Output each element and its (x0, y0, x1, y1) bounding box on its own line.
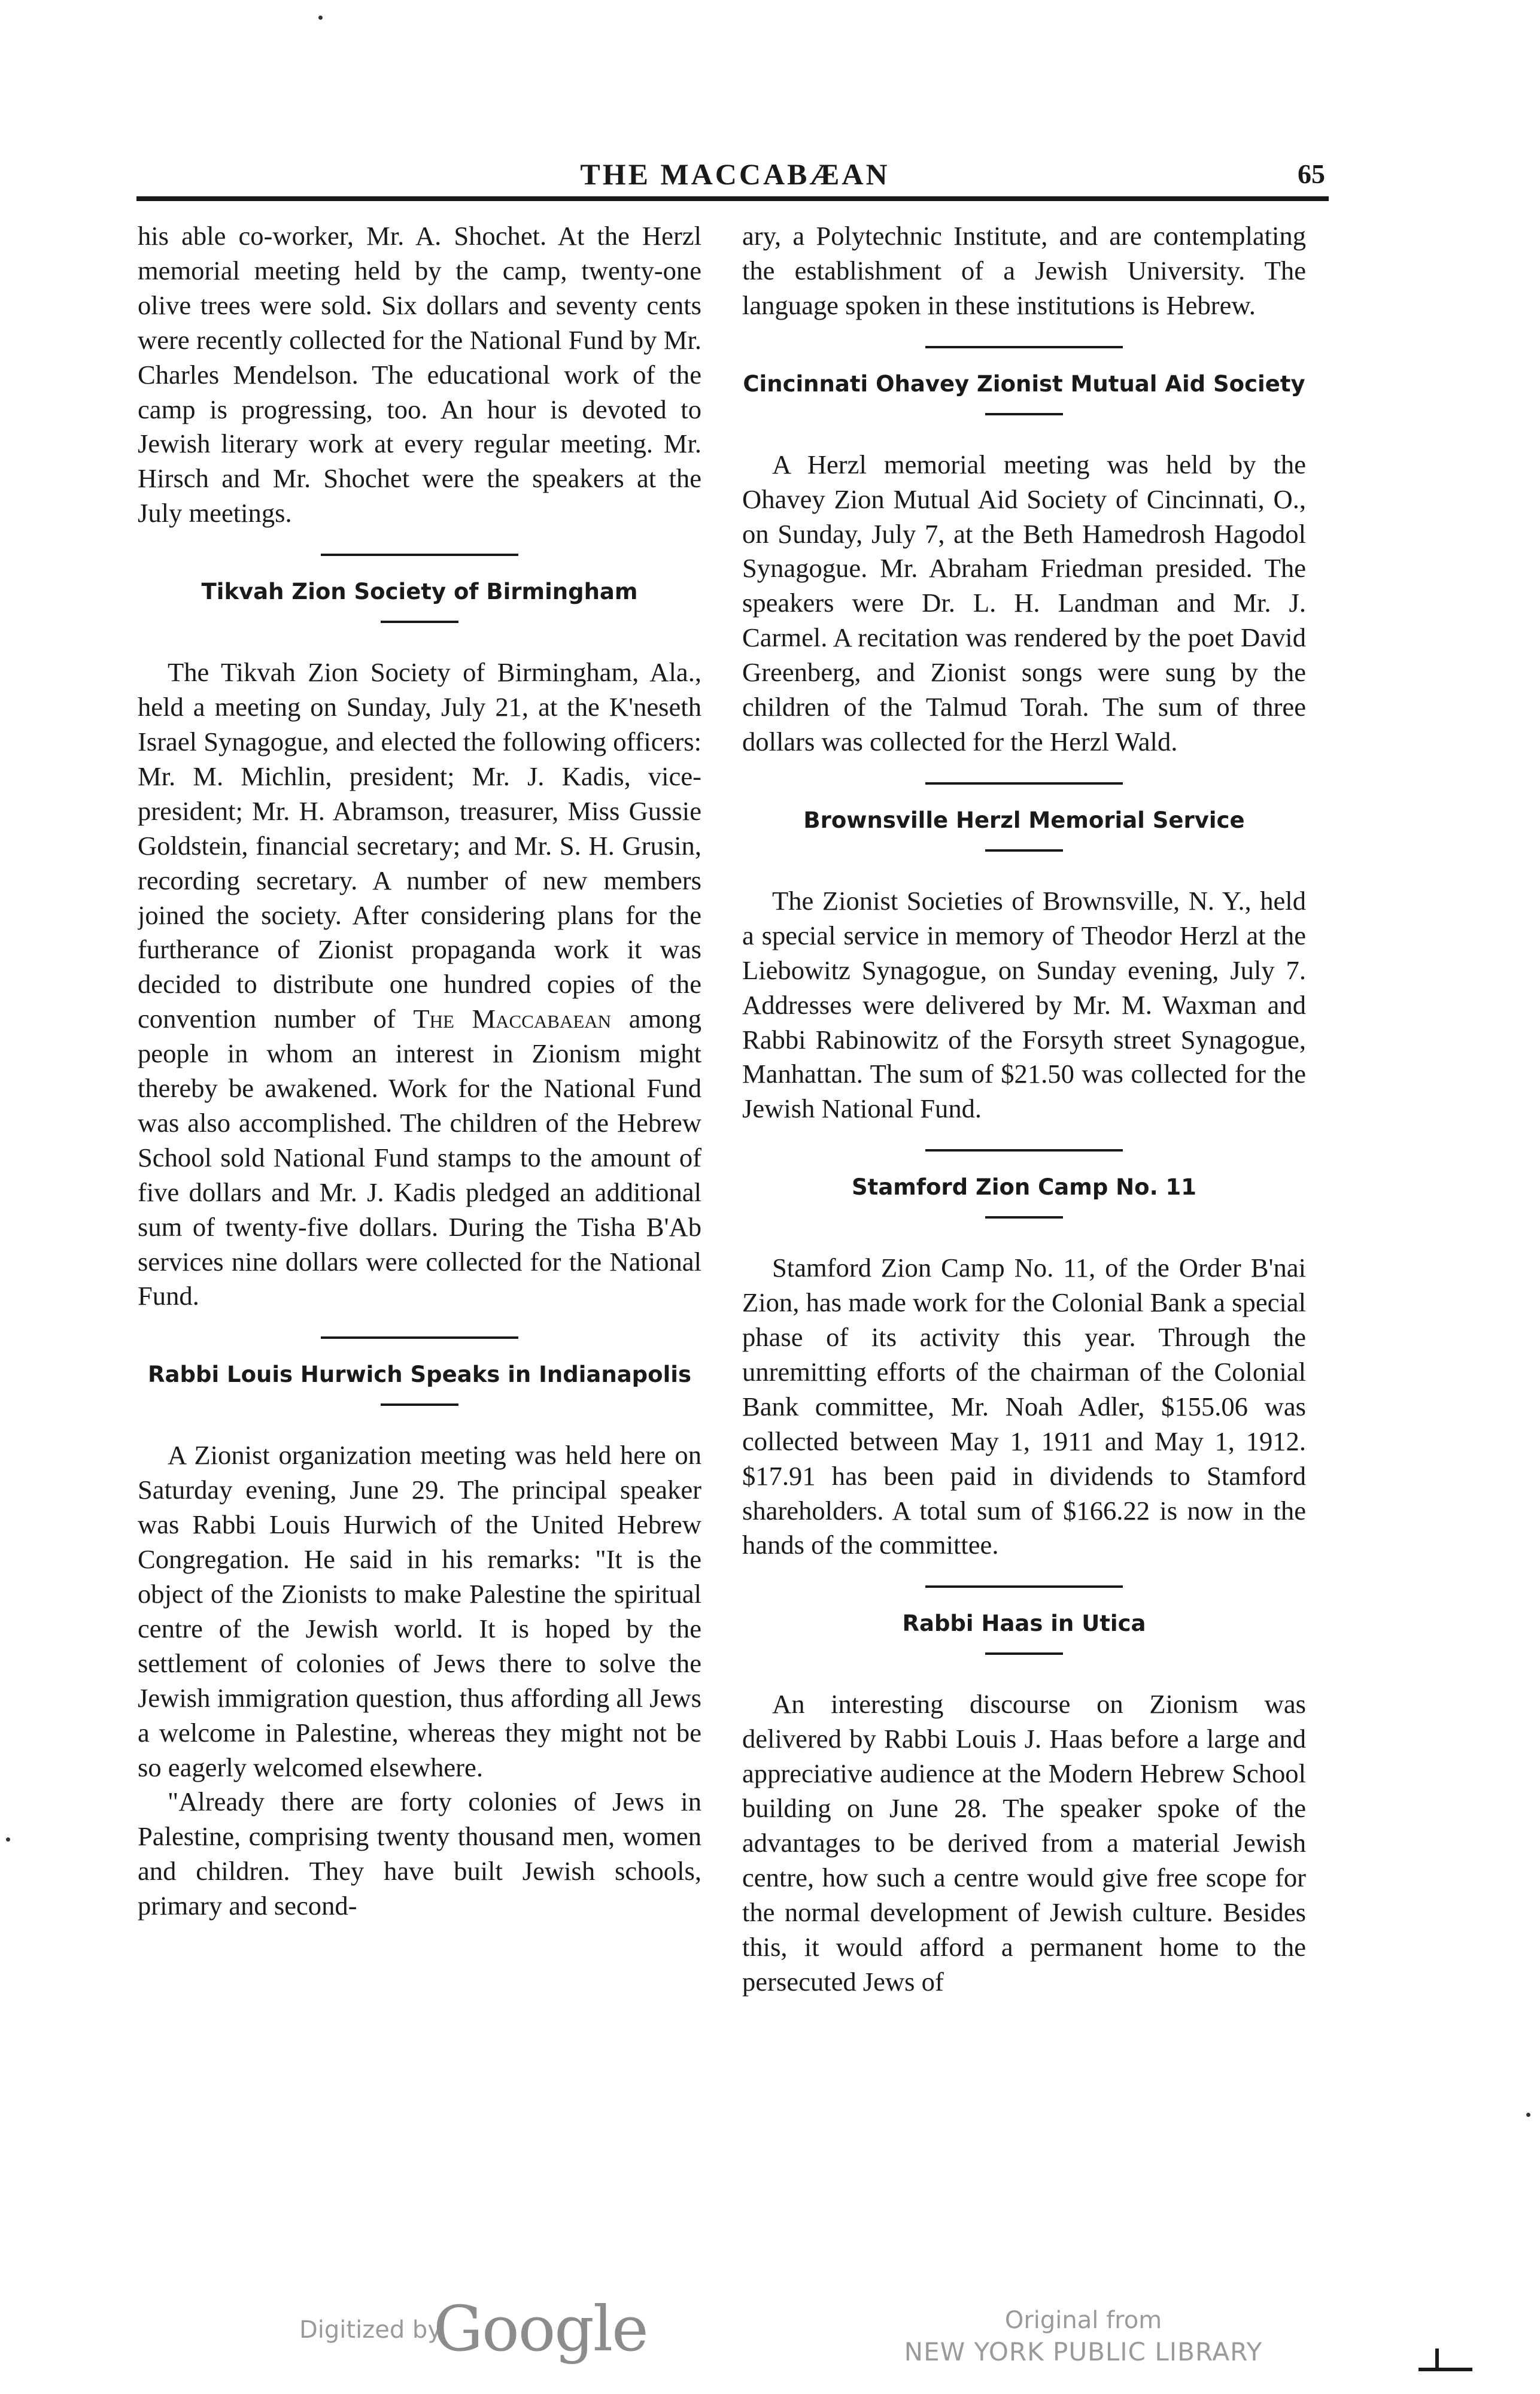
page-number: 65 (1298, 159, 1325, 189)
stamford-paragraph: Stamford Zion Camp No. 11, of the Order B'nai Zion, has made work for the Colonial Bank a special phase of its activity this year. Through the unremitting efforts of the chairman of the Colonial Bank committee, Mr. Noah Adler, $155.06 was collected between May 1, 1911 and May 1, 1912. $17.91 has been paid in dividends to Stamford shareholders. A total sum of $166.22 is now in the hands of the committee. (742, 1253, 1306, 1560)
left-column (138, 219, 701, 2206)
heading-underline (985, 413, 1063, 415)
scan-corner-mark (1418, 2368, 1472, 2371)
scan-speck (318, 16, 323, 20)
haas-paragraph: An interesting discourse on Zionism was delivered by Rabbi Louis J. Haas before a large and appreciative audience at the Modern Hebrew School building on June 28. The speaker spoke of the advantages to be derived from a material Jewish centre, how such a centre would give free scope for the normal development of Jewish culture. Besides this, it would afford a permanent home to the persecuted Jews of (742, 1689, 1306, 1997)
scan-corner-mark-vertical (1435, 2349, 1439, 2370)
scan-speck (6, 1837, 10, 1842)
magazine-name: The Maccabaean (413, 1004, 612, 1034)
page-header (136, 157, 1334, 199)
running-head: THE MACCABÆAN (580, 157, 890, 191)
hurwich-paragraph-1: A Zionist organization meeting was held here on Saturday evening, June 29. The principal speaker was Rabbi Louis Hurwich of the United Hebrew Congregation. He said in his remarks: "It is the object of the Zionists to make Palestine the spiritual centre of the Jewish world. It is hoped by the settlement of colonies of Jews there to solve the Jewish immigration question, thus affording all Jews a welcome in Palestine, whereas they might not be so eagerly welcomed elsewhere. (138, 1440, 701, 1782)
section-divider (925, 1585, 1123, 1588)
section-divider (925, 782, 1123, 785)
library-name: NEW YORK PUBLIC LIBRARY (904, 2337, 1263, 2366)
heading-underline (985, 1216, 1063, 1219)
google-logo: Google (433, 2292, 648, 2365)
continuation-paragraph: ary, a Polytechnic Institute, and are contemplating the establishment of a Jewish University. The language spoken in these institutions is Hebrew. (742, 221, 1306, 320)
original-from-label: Original from (1004, 2307, 1162, 2334)
haas-heading: Rabbi Haas in Utica (902, 1611, 1146, 1637)
section-divider (321, 554, 518, 556)
section-divider (925, 346, 1123, 348)
hurwich-paragraph-2: "Already there are forty colonies of Jews in Palestine, comprising twenty thousand men, women and children. They have built Jewish schools, primary and second- (138, 1787, 701, 1921)
tikvah-paragraph (138, 655, 701, 1314)
hurwich-heading: Rabbi Louis Hurwich Speaks in Indianapolis (148, 1362, 691, 1388)
brownsville-heading: Brownsville Herzl Memorial Service (803, 807, 1245, 833)
digitized-by-watermark (299, 2292, 648, 2365)
section-divider (925, 1149, 1123, 1152)
brownsville-paragraph: The Zionist Societies of Brownsville, N. Y., held a special service in memory of Theodor Herzl at the Liebowitz Synagogue, on Sunday evening, July 7. Addresses were delivered by Mr. M. Waxman and Rabbi Rabinowitz of the Forsyth street Synagogue, Manhattan. The sum of $21.50 was collected for the Jewish National Fund. (742, 885, 1306, 1124)
tikvah-body-before: The Tikvah Zion Society of Birmingham, Ala., held a meeting on Sunday, July 21, at the K'neseth Israel Synagogue, and elected the following officers: Mr. M. Michlin, president; Mr. J. Kadis, vice-president; Mr. H. Abramson, treasurer, Miss Gussie Goldstein, financial secretary; and Mr. S. H. Grusin, recording secretary. A number of new members joined the society. After considering plans for the furtherance of Zionist propaganda work it was decided to distribute one hundred copies of the convention number of (138, 657, 701, 1034)
cincinnati-paragraph: A Herzl memorial meeting was held by the Ohavey Zion Mutual Aid Society of Cincinnati, O., on Sunday, July 7, at the Beth Hamedrosh Hagodol Synagogue. Mr. Abraham Friedman presided. The speakers were Dr. L. H. Landman and Mr. J. Carmel. A recitation was rendered by the poet David Greenberg, and Zionist songs were sung by the children of the Talmud Torah. The sum of three dollars was collected for the Herzl Wald. (742, 449, 1306, 757)
tikvah-heading: Tikvah Zion Society of Birmingham (201, 579, 638, 605)
tikvah-body-after: among people in whom an interest in Zionism might thereby be awakened. Work for the National Fund was also accomplished. The children of the Hebrew School sold National Fund stamps to the amount of five dollars and Mr. J. Kadis pledged an additional sum of twenty-five dollars. During the Tisha B'Ab services nine dollars were collected for the National Fund. (138, 1004, 701, 1311)
digitized-by-label: Digitized by (299, 2316, 442, 2344)
heading-underline (985, 849, 1063, 852)
stamford-heading: Stamford Zion Camp No. 11 (852, 1174, 1196, 1201)
intro-paragraph: his able co-worker, Mr. A. Shochet. At the Herzl memorial meeting held by the camp, twenty-one olive trees were sold. Six dollars and seventy cents were recently collected for the National Fund by Mr. Charles Mendelson. The educational work of the camp is progressing, too. An hour is devoted to Jewish literary work at every regular meeting. Mr. Hirsch and Mr. Shochet were the speakers at the July meetings. (138, 221, 701, 528)
heading-underline (381, 1403, 458, 1406)
right-column (742, 219, 1306, 2206)
cincinnati-heading: Cincinnati Ohavey Zionist Mutual Aid Society (743, 370, 1305, 397)
header-rule (136, 196, 1329, 201)
section-divider (321, 1336, 518, 1339)
scan-speck (1526, 2113, 1530, 2117)
heading-underline (381, 621, 458, 623)
heading-underline (985, 1652, 1063, 1655)
library-attribution (898, 2305, 1269, 2369)
